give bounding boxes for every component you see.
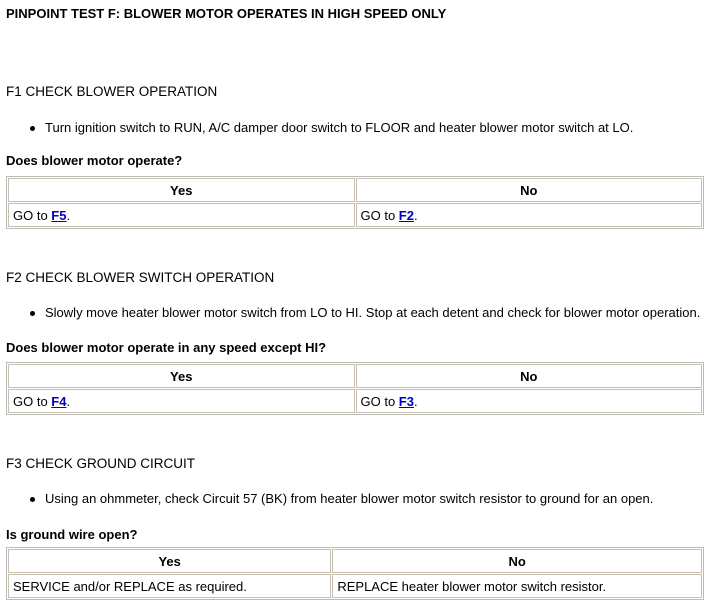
no-cell — [356, 389, 703, 413]
page-title: PINPOINT TEST F: BLOWER MOTOR OPERATES IN HIGH SPEED ONLY — [6, 6, 447, 21]
yes-header: Yes — [8, 549, 331, 573]
step-f2-heading: F2 CHECK BLOWER SWITCH OPERATION — [6, 270, 275, 285]
no-header: No — [332, 549, 702, 573]
yes-text: GO to — [13, 207, 52, 223]
no-cell: REPLACE heater blower motor switch resistor. — [332, 574, 702, 598]
punct: . — [66, 207, 71, 223]
step-f2-table — [6, 362, 704, 415]
link-f4[interactable]: F4 — [51, 393, 67, 409]
step-f1-heading: F1 CHECK BLOWER OPERATION — [6, 84, 218, 99]
yes-text: GO to — [13, 393, 52, 409]
yes-header: Yes — [8, 364, 355, 388]
no-cell — [356, 203, 703, 227]
step-f3-table — [6, 547, 704, 600]
no-text: GO to — [360, 207, 399, 223]
yes-cell — [8, 389, 355, 413]
link-f5[interactable]: F5 — [51, 207, 67, 223]
step-f1-instruction: Turn ignition switch to RUN, A/C damper door switch to FLOOR and heater blower motor switch at LO. — [30, 120, 633, 135]
step-f1-table — [6, 176, 704, 229]
step-f3-instruction: Using an ohmmeter, check Circuit 57 (BK) from heater blower motor switch resistor to ground for an open. — [30, 491, 653, 506]
yes-cell: SERVICE and/or REPLACE as required. — [8, 574, 331, 598]
step-f2-instruction: Slowly move heater blower motor switch from LO to HI. Stop at each detent and check for blower motor operation. — [30, 305, 700, 320]
step-f3-question: Is ground wire open? — [6, 527, 138, 542]
link-f2[interactable]: F2 — [398, 207, 414, 223]
punct: . — [413, 393, 418, 409]
no-header: No — [356, 178, 703, 202]
step-f1-question: Does blower motor operate? — [6, 153, 183, 168]
yes-header: Yes — [8, 178, 355, 202]
step-f2-question: Does blower motor operate in any speed except HI? — [6, 340, 327, 355]
punct: . — [413, 207, 418, 223]
link-f3[interactable]: F3 — [398, 393, 414, 409]
no-header: No — [356, 364, 703, 388]
yes-cell — [8, 203, 355, 227]
step-f3-heading: F3 CHECK GROUND CIRCUIT — [6, 456, 196, 471]
punct: . — [66, 393, 71, 409]
no-text: GO to — [360, 393, 399, 409]
